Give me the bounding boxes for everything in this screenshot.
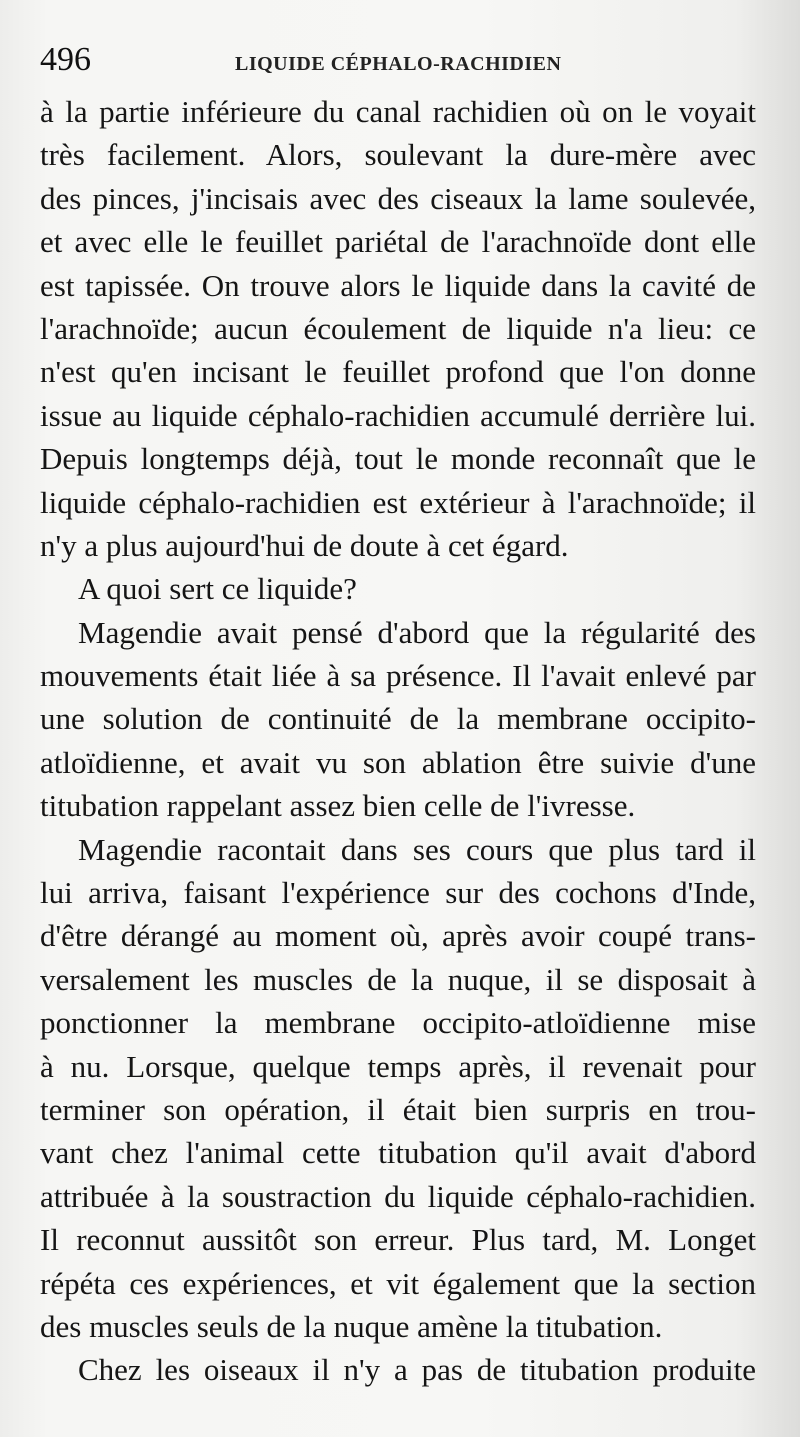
text-line: à nu. Lorsque, quelque temps après, il revenait pour bbox=[40, 1048, 756, 1084]
text-line: A quoi sert ce liquide? bbox=[78, 571, 357, 607]
text-line: ponctionner la membrane occipito-atloïdienne mise bbox=[40, 1005, 756, 1041]
paragraph bbox=[40, 567, 756, 610]
text-line: très facilement. Alors, soulevant la dure-mère avec bbox=[40, 137, 756, 173]
text-line: des pinces, j'incisais avec des ciseaux la lame soulevée, bbox=[40, 180, 756, 216]
text-line: des muscles seuls de la nuque amène la titubation. bbox=[40, 1308, 663, 1344]
text-line: à la partie inférieure du canal rachidien où on le voyait bbox=[40, 94, 756, 129]
text-line: issue au liquide céphalo-rachidien accumulé derrière lui. bbox=[40, 397, 756, 433]
text-line: attribuée à la soustraction du liquide céphalo-rachidien. bbox=[40, 1178, 756, 1214]
text-line: Depuis longtemps déjà, tout le monde reconnaît que le bbox=[40, 441, 756, 477]
text-line: mouvements était liée à sa présence. Il l'avait enlevé par bbox=[40, 658, 756, 694]
body-text bbox=[40, 90, 756, 1392]
text-line: lui arriva, faisant l'expérience sur des cochons d'Inde, bbox=[40, 875, 756, 911]
text-line: et avec elle le feuillet pariétal de l'arachnoïde dont elle bbox=[40, 224, 756, 260]
paragraph bbox=[40, 1348, 756, 1391]
page-number: 496 bbox=[40, 41, 91, 78]
text-line: l'arachnoïde; aucun écoulement de liquide n'a lieu: ce bbox=[40, 310, 756, 346]
text-line: Chez les oiseaux il n'y a pas de titubation produite bbox=[78, 1352, 756, 1388]
text-line: atloïdienne, et avait vu son ablation être suivie d'une bbox=[40, 744, 756, 780]
text-line: versalement les muscles de la nuque, il se disposait à bbox=[40, 961, 756, 997]
paragraph bbox=[40, 90, 756, 567]
paragraph bbox=[40, 828, 756, 1349]
text-line: d'être dérangé au moment où, après avoir coupé trans- bbox=[40, 918, 756, 954]
text-line: terminer son opération, il était bien surpris en trou- bbox=[40, 1091, 756, 1127]
text-line: Magendie racontait dans ses cours que plus tard il bbox=[78, 831, 756, 867]
text-line: une solution de continuité de la membrane occipito- bbox=[40, 701, 756, 737]
text-line: Magendie avait pensé d'abord que la régularité des bbox=[78, 614, 756, 650]
text-line: répéta ces expériences, et vit également que la section bbox=[40, 1265, 756, 1301]
text-line: liquide céphalo-rachidien est extérieur à l'arachnoïde; il bbox=[40, 484, 756, 520]
text-line: titubation rappelant assez bien celle de l'ivresse. bbox=[40, 788, 636, 824]
text-line: est tapissée. On trouve alors le liquide dans la cavité de bbox=[40, 267, 756, 303]
text-line: vant chez l'animal cette titubation qu'il avait d'abord bbox=[40, 1135, 756, 1171]
text-line: n'est qu'en incisant le feuillet profond que l'on donne bbox=[40, 354, 756, 390]
running-title: LIQUIDE CÉPHALO-RACHIDIEN bbox=[235, 53, 562, 75]
text-line: Il reconnut aussitôt son erreur. Plus tard, M. Longet bbox=[40, 1222, 756, 1258]
text-line: n'y a plus aujourd'hui de doute à cet égard. bbox=[40, 527, 569, 563]
page-header bbox=[40, 40, 780, 84]
paragraph bbox=[40, 611, 756, 828]
